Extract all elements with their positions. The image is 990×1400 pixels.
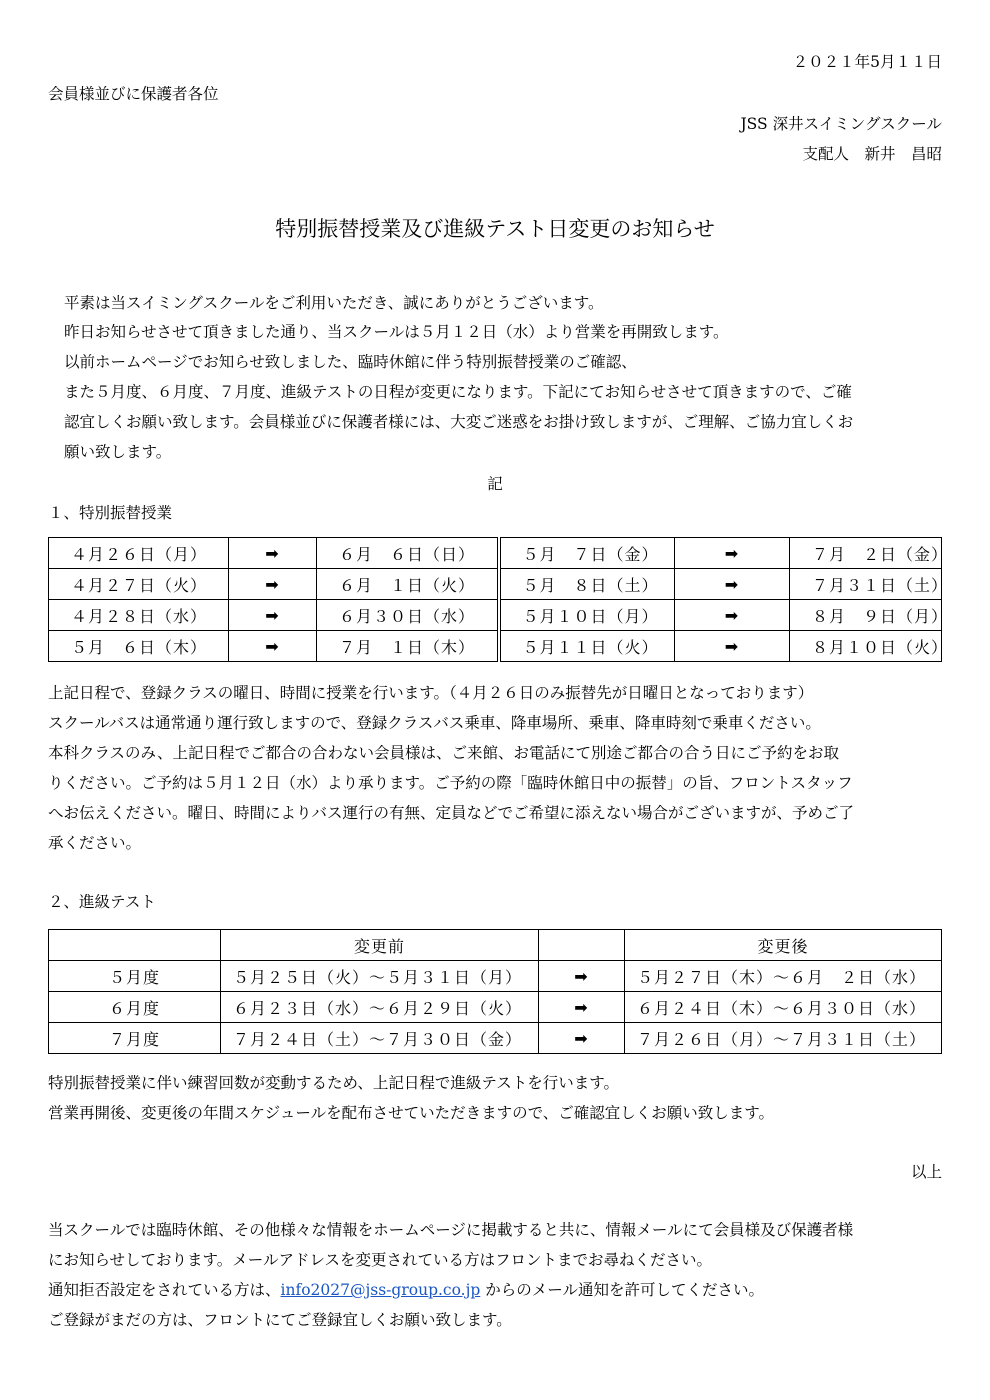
arrow-icon: ➡ <box>229 631 317 662</box>
after-range: ５月２７日（木）～６月 ２日（水） <box>625 961 942 992</box>
footer-text: からのメール通知を許可してください。 <box>480 1281 764 1299</box>
column-header-after: 変更後 <box>625 930 942 961</box>
table-row <box>49 600 942 631</box>
footer-text: 通知拒否設定をされている方は、 <box>48 1281 281 1299</box>
header-empty-cell <box>49 930 221 961</box>
ki-marker: 記 <box>487 475 503 493</box>
intro-line: 認宜しくお願い致します。会員様並びに保護者様には、大変ご迷惑をお掛け致しますが、ご理解、ご協力宜しくお <box>64 413 854 431</box>
after-range: ７月２６日（月）～７月３１日（土） <box>625 1023 942 1054</box>
original-date: ４月２８日（水） <box>49 600 229 631</box>
month-label: ６月度 <box>49 992 221 1023</box>
footer-line: ご登録がまだの方は、フロントにてご登録宜しくお願い致します。 <box>48 1311 512 1329</box>
arrow-icon: ➡ <box>675 631 790 662</box>
table-row <box>49 1023 942 1054</box>
arrow-icon: ➡ <box>539 961 625 992</box>
arrow-icon: ➡ <box>675 569 790 600</box>
table-row <box>49 992 942 1023</box>
original-date: ５月 ８日（土） <box>499 569 675 600</box>
make-up-date: ６月 ６日（日） <box>317 538 499 569</box>
before-range: ６月２３日（水）～６月２９日（火） <box>221 992 539 1023</box>
original-date: ５月１０日（月） <box>499 600 675 631</box>
arrow-icon: ➡ <box>229 538 317 569</box>
promotion-test-table <box>48 929 942 1054</box>
make-up-lesson-table <box>48 537 949 662</box>
before-range: ５月２５日（火）～５月３１日（月） <box>221 961 539 992</box>
footer-line: 当スクールでは臨時休館、その他様々な情報をホームページに掲載すると共に、情報メールにて会員様及び保護者様 <box>48 1221 854 1239</box>
make-up-date: ６月 １日（火） <box>317 569 499 600</box>
closing-mark: 以上 <box>910 1163 942 1181</box>
note-line: 本科クラスのみ、上記日程でご都合の合わない会員様は、ご来館、お電話にて別途ご都合の合う日にご予約をお取 <box>48 744 839 762</box>
page-title: 特別振替授業及び進級テスト日変更のお知らせ <box>275 217 715 241</box>
section1-heading: １、特別振替授業 <box>48 504 173 522</box>
note-line: りください。ご予約は５月１２日（水）より承ります。ご予約の際「臨時休館日中の振替」の旨、フロントスタッフ <box>48 774 853 792</box>
email-link[interactable]: info2027@jss-group.co.jp <box>280 1281 481 1299</box>
sender-manager: 支配人 新井 昌昭 <box>802 145 942 163</box>
sender-school: JSS 深井スイミングスクール <box>740 115 942 133</box>
make-up-date: ８月１０日（火） <box>790 631 942 662</box>
original-date: ４月２６日（月） <box>49 538 229 569</box>
arrow-icon: ➡ <box>675 600 790 631</box>
table-row <box>49 538 942 569</box>
note-line: スクールバスは通常通り運行致しますので、登録クラスバス乗車、降車場所、乗車、降車時刻で乗車ください。 <box>48 714 821 732</box>
note-line: 承ください。 <box>48 834 142 852</box>
table-row <box>49 631 942 662</box>
note-line: 特別振替授業に伴い練習回数が変動するため、上記日程で進級テストを行います。 <box>48 1074 620 1092</box>
original-date: ４月２７日（火） <box>49 569 229 600</box>
arrow-icon: ➡ <box>539 992 625 1023</box>
intro-line: 以前ホームページでお知らせ致しました、臨時休館に伴う特別振替授業のご確認、 <box>64 353 637 371</box>
make-up-date: ７月３１日（土） <box>790 569 942 600</box>
header-empty-cell <box>539 930 625 961</box>
intro-line: また５月度、６月度、７月度、進級テストの日程が変更になります。下記にてお知らせさせて頂きますので、ご確 <box>64 383 852 401</box>
month-label: ５月度 <box>49 961 221 992</box>
footer-line <box>48 1278 764 1300</box>
arrow-icon: ➡ <box>539 1023 625 1054</box>
footer-line: にお知らせしております。メールアドレスを変更されている方はフロントまでお尋ねください。 <box>48 1251 713 1269</box>
note-line: 上記日程で、登録クラスの曜日、時間に授業を行います。（４月２６日のみ振替先が日曜日となっております） <box>48 684 814 702</box>
after-range: ６月２４日（木）～６月３０日（水） <box>625 992 942 1023</box>
arrow-icon: ➡ <box>229 600 317 631</box>
original-date: ５月１１日（火） <box>499 631 675 662</box>
before-range: ７月２４日（土）～７月３０日（金） <box>221 1023 539 1054</box>
column-header-before: 変更前 <box>221 930 539 961</box>
recipient-line: 会員様並びに保護者各位 <box>48 85 219 103</box>
arrow-icon: ➡ <box>229 569 317 600</box>
original-date: ５月 ７日（金） <box>499 538 675 569</box>
intro-line: 昨日お知らせさせて頂きました通り、当スクールは５月１２日（水）より営業を再開致します。 <box>64 323 729 341</box>
note-line: 営業再開後、変更後の年間スケジュールを配布させていただきますので、ご確認宜しくお願い致します。 <box>48 1104 775 1122</box>
original-date: ５月 ６日（木） <box>49 631 229 662</box>
intro-line: 平素は当スイミングスクールをご利用いただき、誠にありがとうございます。 <box>64 294 604 312</box>
table-row <box>49 569 942 600</box>
make-up-date: ７月 ２日（金） <box>790 538 942 569</box>
table-row <box>49 961 942 992</box>
document-date: ２０２１年5月１１日 <box>792 53 942 71</box>
month-label: ７月度 <box>49 1023 221 1054</box>
intro-line: 願い致します。 <box>64 443 172 461</box>
make-up-date: ６月３０日（水） <box>317 600 499 631</box>
section2-heading: ２、進級テスト <box>48 893 156 911</box>
arrow-icon: ➡ <box>675 538 790 569</box>
table-header-row <box>49 930 942 961</box>
note-line: へお伝えください。曜日、時間によりバス運行の有無、定員などでご希望に添えない場合がございますが、予めご了 <box>48 804 855 822</box>
make-up-date: ８月 ９日（月） <box>790 600 942 631</box>
make-up-date: ７月 １日（木） <box>317 631 499 662</box>
